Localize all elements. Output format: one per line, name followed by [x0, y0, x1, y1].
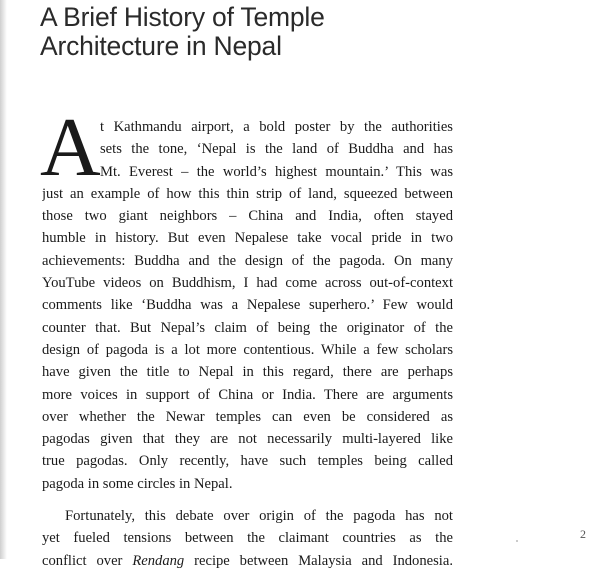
text-line: over whether the Newar temples can even be considered as [42, 408, 453, 425]
text-line: true pagodas. Only recently, have such temples being called [42, 453, 453, 470]
text-line: Fortunately, this debate over origin of the pagoda has not [65, 508, 453, 525]
text-line: YouTube videos on Buddhism, I had come across out-of-context [42, 275, 453, 292]
chapter-title [40, 3, 560, 61]
text-line: more voices in support of China or India. There are arguments [42, 386, 453, 403]
drop-cap: A [40, 101, 101, 194]
paragraph-gap [42, 495, 453, 505]
text-line: pagoda in some circles in Nepal. [42, 475, 233, 492]
body-text [40, 101, 453, 572]
italic-term: Rendang [132, 552, 185, 569]
text-line-with-italic [42, 550, 453, 572]
text-line: sets the tone, ‘Nepal is the land of Buddha and has [100, 141, 453, 158]
page-edge-shadow [0, 0, 7, 559]
text-line: Mt. Everest – the world’s highest mountain.’ This was [100, 163, 453, 180]
text-line: achievements: Buddha and the design of the pagoda. On many [42, 252, 453, 269]
text-line: have given the title to Nepal in this regard, there are perhaps [42, 364, 453, 381]
text-line: counter that. But Nepal’s claim of being the originator of the [42, 319, 453, 336]
text-line: design of pagoda is a lot more contentious. While a few scholars [42, 341, 453, 358]
chapter-title-line-2: Architecture in Nepal [40, 31, 282, 61]
text-line: comments like ‘Buddha was a Nepalese superhero.’ Few would [42, 297, 453, 314]
text-line: humble in history. But even Nepalese take vocal pride in two [42, 230, 453, 247]
chapter-title-line-1: A Brief History of Temple [40, 2, 325, 32]
paper-speck [516, 540, 518, 542]
text-line: just an example of how this thin strip of land, squeezed between [42, 185, 453, 202]
paragraph-1 [42, 116, 453, 495]
text-line: those two giant neighbors – China and India, often stayed [42, 208, 453, 225]
paragraph-2 [42, 505, 453, 572]
text-run: recipe between Malaysia and Indonesia. [184, 552, 453, 569]
text-line: yet fueled tensions between the claimant countries as the [42, 530, 453, 547]
text-line: pagodas given that they are not necessarily multi-layered like [42, 431, 453, 448]
page-number: 2 [580, 527, 586, 541]
text-line: t Kathmandu airport, a bold poster by the authorities [100, 119, 453, 135]
text-run: conflict over [42, 552, 133, 569]
